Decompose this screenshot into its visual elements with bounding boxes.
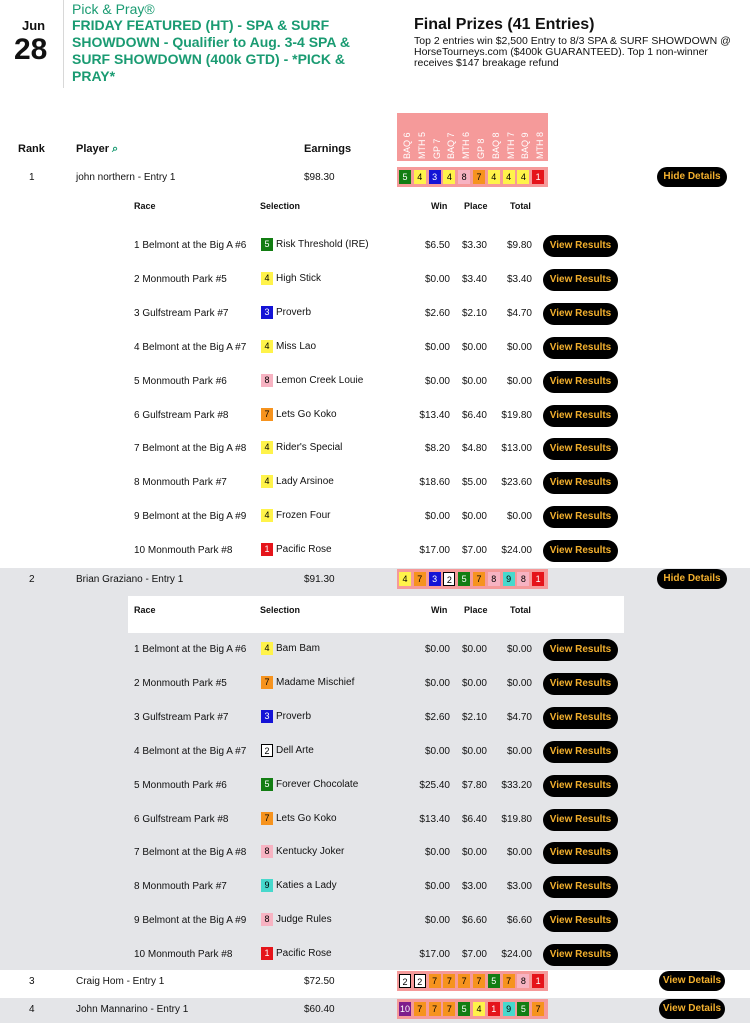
- race-detail-row: [0, 870, 750, 904]
- race-column-label: MTH 7: [505, 132, 516, 159]
- detail-race-header: Race: [134, 201, 156, 211]
- detail-race: 1 Belmont at the Big A #6: [134, 240, 247, 251]
- pick-badge: 10: [399, 1004, 410, 1014]
- entry-row: [0, 998, 750, 1023]
- detail-selection: [261, 642, 320, 655]
- detail-total: $24.00: [501, 949, 532, 961]
- view-results-button[interactable]: View Results: [543, 540, 618, 562]
- selection-horse: Lets Go Koko: [276, 408, 337, 420]
- view-results-button[interactable]: View Results: [543, 673, 618, 695]
- earnings-header: Earnings: [304, 143, 352, 155]
- pick-badge: 5: [488, 974, 500, 988]
- pick-badge: 2: [399, 974, 411, 988]
- date-month: Jun: [22, 18, 46, 33]
- selection-number-badge: 2: [261, 744, 273, 757]
- selection-horse: Kentucky Joker: [276, 846, 345, 858]
- prizes-description: Top 2 entries win $2,500 Entry to 8/3 SPA & SURF SHOWDOWN @ HorseTourneys.com ($400k GUARANTEED). Top 1 non-winner receives $147 breakage refund: [414, 35, 731, 69]
- detail-race: 9 Belmont at the Big A #9: [134, 915, 247, 927]
- detail-selection: [261, 744, 314, 757]
- pick-badge: 8: [517, 572, 529, 586]
- detail-place: $0.00: [461, 341, 487, 353]
- detail-selection: [261, 947, 332, 960]
- selection-horse: Lemon Creek Louie: [276, 374, 364, 386]
- entry-picks: [397, 971, 548, 991]
- pick-badge: 7: [429, 1002, 441, 1016]
- detail-win: $0.00: [424, 881, 450, 893]
- detail-place: $6.60: [461, 915, 487, 927]
- pick-badge: 7: [414, 572, 426, 586]
- detail-race: 10 Monmouth Park #8: [134, 545, 233, 557]
- race-detail-row: [0, 904, 750, 938]
- detail-header-panel: [128, 596, 624, 633]
- view-results-button[interactable]: View Results: [543, 472, 618, 494]
- selection-horse: Lets Go Koko: [276, 812, 337, 824]
- entry-earnings: $72.50: [304, 976, 335, 987]
- entry-picks: [397, 999, 548, 1019]
- race-detail-row: [0, 667, 750, 701]
- view-results-button[interactable]: View Results: [543, 944, 618, 966]
- detail-place-header: Place: [464, 201, 488, 211]
- detail-race: 5 Monmouth Park #6: [134, 779, 227, 791]
- leaderboard-column-headers: [0, 113, 750, 161]
- detail-selection: [261, 238, 369, 251]
- selection-horse: Lady Arsinoe: [276, 476, 334, 488]
- selection-horse: Pacific Rose: [276, 948, 332, 960]
- selection-horse: Katies a Lady: [276, 880, 337, 892]
- selection-number-badge: 4: [261, 272, 273, 285]
- detail-place: $5.00: [461, 477, 487, 489]
- pick-badge: 5: [399, 170, 411, 184]
- detail-win: $0.00: [424, 644, 450, 655]
- detail-place: $2.10: [461, 711, 487, 723]
- selection-horse: Madame Mischief: [276, 676, 355, 688]
- detail-selection: [261, 306, 311, 319]
- pick-badge: 7: [473, 170, 485, 184]
- race-column-label: MTH 6: [461, 132, 472, 159]
- pick-badge: 1: [532, 572, 544, 586]
- race-detail-row: [0, 769, 750, 803]
- detail-place: $0.00: [461, 677, 487, 689]
- selection-horse: Forever Chocolate: [276, 778, 359, 790]
- detail-race: 2 Monmouth Park #5: [134, 677, 227, 689]
- entry-player: John Mannarino - Entry 1: [76, 1004, 189, 1015]
- selection-number-badge: 7: [261, 408, 273, 421]
- entry-row: [0, 568, 750, 970]
- entry-picks: [397, 167, 548, 187]
- selection-number-badge: 3: [261, 710, 273, 723]
- pick-badge: 2: [443, 572, 455, 586]
- detail-place: $0.00: [461, 375, 487, 387]
- view-results-button[interactable]: View Results: [543, 639, 618, 661]
- detail-win: $13.40: [419, 813, 450, 825]
- pick-badge: 4: [488, 170, 500, 184]
- detail-race: 7 Belmont at the Big A #8: [134, 443, 247, 455]
- selection-horse: High Stick: [276, 272, 322, 284]
- race-detail-row: [0, 836, 750, 870]
- selection-horse: Risk Threshold (IRE): [276, 239, 369, 250]
- selection-number-badge: 4: [261, 475, 273, 488]
- detail-total: $33.20: [501, 779, 532, 791]
- detail-selection: [261, 812, 337, 825]
- view-results-button[interactable]: View Results: [543, 707, 618, 729]
- detail-race: 4 Belmont at the Big A #7: [134, 341, 247, 353]
- selection-number-badge: 7: [261, 812, 273, 825]
- detail-place: $7.00: [461, 949, 487, 961]
- pick-badge: 7: [443, 1002, 455, 1016]
- view-results-button[interactable]: View Results: [543, 235, 618, 257]
- detail-win: $0.00: [424, 341, 450, 353]
- selection-horse: Pacific Rose: [276, 544, 332, 556]
- detail-total: $13.00: [501, 443, 532, 455]
- pick-badge: 8: [458, 170, 470, 184]
- rank-header: Rank: [18, 143, 45, 155]
- detail-race: 1 Belmont at the Big A #6: [134, 644, 247, 655]
- selection-number-badge: 9: [261, 879, 273, 892]
- entry-earnings: $60.40: [304, 1004, 335, 1015]
- detail-race: 7 Belmont at the Big A #8: [134, 847, 247, 859]
- detail-place: $3.30: [461, 240, 487, 251]
- detail-race: 10 Monmouth Park #8: [134, 949, 233, 961]
- entry-player: john northern - Entry 1: [76, 172, 176, 183]
- detail-win: $0.00: [424, 677, 450, 689]
- detail-selection: [261, 509, 330, 522]
- detail-race: 6 Gulfstream Park #8: [134, 409, 229, 421]
- selection-horse: Frozen Four: [276, 510, 331, 522]
- pick-badge: 1: [532, 974, 544, 988]
- pick-badge: 1: [488, 1002, 500, 1016]
- player-header[interactable]: [76, 143, 118, 156]
- pick-badge: 7: [414, 1002, 426, 1016]
- detail-win: $17.00: [419, 545, 450, 557]
- detail-win: $18.60: [419, 477, 450, 489]
- selection-horse: Proverb: [276, 306, 312, 318]
- pick-badge: 4: [517, 170, 529, 184]
- entry-row: [0, 970, 750, 998]
- detail-total: $3.00: [506, 881, 532, 893]
- detail-place: $2.10: [461, 307, 487, 319]
- detail-place: $3.00: [461, 881, 487, 893]
- entry-rank: 3: [29, 976, 35, 987]
- detail-race: 5 Monmouth Park #6: [134, 375, 227, 387]
- detail-place: $0.00: [461, 644, 487, 655]
- search-icon[interactable]: ⌕: [112, 143, 119, 155]
- view-results-button[interactable]: View Results: [543, 506, 618, 528]
- detail-win: $0.00: [424, 745, 450, 757]
- pick-badge: 9: [503, 572, 515, 586]
- detail-place: $0.00: [461, 847, 487, 859]
- race-detail-row: [0, 735, 750, 769]
- selection-number-badge: 4: [261, 642, 273, 655]
- race-detail-row: [0, 803, 750, 837]
- detail-total: $0.00: [506, 644, 532, 655]
- detail-race: 4 Belmont at the Big A #7: [134, 745, 247, 757]
- detail-place: $4.80: [461, 443, 487, 455]
- view-results-button[interactable]: View Results: [543, 337, 618, 359]
- detail-race-header: Race: [134, 605, 156, 615]
- detail-race: 3 Gulfstream Park #7: [134, 711, 229, 723]
- view-results-button[interactable]: View Results: [543, 438, 618, 460]
- detail-total: $4.70: [506, 307, 532, 319]
- race-column-label: GP 7: [431, 138, 442, 159]
- detail-win: $0.00: [424, 915, 450, 927]
- race-detail-row: [0, 500, 750, 534]
- hide-details-button[interactable]: Hide Details: [657, 167, 727, 187]
- view-results-button[interactable]: View Results: [543, 910, 618, 932]
- view-results-button[interactable]: View Results: [543, 303, 618, 325]
- selection-number-badge: 4: [261, 441, 273, 454]
- detail-place: $6.40: [461, 409, 487, 421]
- pick-badge: 7: [473, 974, 485, 988]
- race-detail-row: [0, 938, 750, 972]
- detail-selection: [261, 913, 332, 926]
- pick-badge: 7: [473, 572, 485, 586]
- pick-badge: 7: [503, 974, 515, 988]
- detail-total: $24.00: [501, 545, 532, 557]
- selection-horse: Judge Rules: [276, 914, 332, 926]
- detail-total-header: Total: [510, 605, 531, 615]
- view-results-button[interactable]: View Results: [543, 741, 618, 763]
- detail-selection-header: Selection: [260, 605, 301, 615]
- detail-place: $0.00: [461, 511, 487, 523]
- detail-selection: [261, 676, 354, 689]
- entry-earnings: $98.30: [304, 172, 335, 183]
- pick-badge: 5: [458, 572, 470, 586]
- selection-number-badge: 1: [261, 947, 273, 960]
- selection-horse: Proverb: [276, 710, 312, 722]
- detail-win: $0.00: [424, 375, 450, 387]
- race-detail-row: [0, 633, 750, 667]
- pick-badge: 4: [399, 572, 411, 586]
- race-column-label: BAQ 8: [490, 132, 501, 159]
- race-detail-row: [0, 365, 750, 399]
- hide-details-button[interactable]: Hide Details: [657, 569, 727, 589]
- pick-badge: 3: [429, 170, 441, 184]
- view-results-button[interactable]: View Results: [543, 775, 618, 797]
- prizes-title: Final Prizes (41 Entries): [414, 16, 595, 33]
- race-detail-row: [0, 263, 750, 297]
- detail-selection: [261, 879, 337, 892]
- selection-number-badge: 7: [261, 676, 273, 689]
- race-detail-row: [0, 432, 750, 466]
- detail-place: $0.00: [461, 745, 487, 757]
- detail-win: $2.60: [424, 711, 450, 723]
- detail-total-header: Total: [510, 201, 531, 211]
- detail-selection: [261, 441, 342, 454]
- detail-total: $23.60: [501, 477, 532, 489]
- selection-number-badge: 5: [261, 238, 273, 251]
- pick-badge: 9: [503, 1002, 515, 1016]
- selection-horse: Rider's Special: [276, 442, 343, 454]
- entry-rank: 2: [29, 574, 35, 585]
- race-detail-row: [0, 331, 750, 365]
- header-divider: [63, 0, 64, 88]
- detail-selection: [261, 272, 321, 285]
- detail-total: $0.00: [506, 677, 532, 689]
- view-details-button[interactable]: View Details: [659, 999, 725, 1019]
- selection-number-badge: 5: [261, 778, 273, 791]
- view-results-button[interactable]: View Results: [543, 876, 618, 898]
- detail-total: $9.80: [506, 240, 532, 251]
- entry-player: Brian Graziano - Entry 1: [76, 574, 184, 585]
- pick-badge: 2: [414, 974, 426, 988]
- detail-total: $19.80: [501, 409, 532, 421]
- pick-badge: 1: [532, 170, 544, 184]
- pick-badge: 5: [458, 1002, 470, 1016]
- detail-place: $7.80: [461, 779, 487, 791]
- detail-race: 8 Monmouth Park #7: [134, 477, 227, 489]
- race-column-label: BAQ 7: [446, 132, 457, 159]
- entry-row: [0, 166, 750, 568]
- pick-badge: 4: [473, 1002, 485, 1016]
- entry-rank: 4: [29, 1004, 35, 1015]
- selection-number-badge: 8: [261, 913, 273, 926]
- detail-total: $19.80: [501, 813, 532, 825]
- detail-selection: [261, 340, 316, 353]
- detail-win: $2.60: [424, 307, 450, 319]
- entry-rank: 1: [29, 172, 35, 183]
- selection-number-badge: 3: [261, 306, 273, 319]
- pick-badge: 7: [532, 1002, 544, 1016]
- race-detail-row: [0, 399, 750, 433]
- selection-number-badge: 4: [261, 340, 273, 353]
- selection-number-badge: 1: [261, 543, 273, 556]
- detail-total: $0.00: [506, 511, 532, 523]
- view-details-button[interactable]: View Details: [659, 971, 725, 991]
- detail-place: $7.00: [461, 545, 487, 557]
- detail-total: $0.00: [506, 341, 532, 353]
- detail-place: $3.40: [461, 273, 487, 285]
- view-results-button[interactable]: View Results: [543, 269, 618, 291]
- detail-total: $0.00: [506, 847, 532, 859]
- selection-horse: Bam Bam: [276, 643, 320, 654]
- detail-race: 3 Gulfstream Park #7: [134, 307, 229, 319]
- detail-total: $4.70: [506, 711, 532, 723]
- race-detail-row: [0, 229, 750, 263]
- pick-badge: 7: [458, 974, 470, 988]
- detail-race: 6 Gulfstream Park #8: [134, 813, 229, 825]
- detail-win: $6.50: [424, 240, 450, 251]
- detail-selection: [261, 778, 358, 791]
- detail-place: $6.40: [461, 813, 487, 825]
- pick-badge: 8: [488, 572, 500, 586]
- pick-badge: 4: [503, 170, 515, 184]
- view-results-button[interactable]: View Results: [543, 371, 618, 393]
- detail-race: 9 Belmont at the Big A #9: [134, 511, 247, 523]
- date-day: 28: [14, 33, 48, 66]
- entry-earnings: $91.30: [304, 574, 335, 585]
- detail-place-header: Place: [464, 605, 488, 615]
- selection-number-badge: 8: [261, 374, 273, 387]
- view-results-button[interactable]: View Results: [543, 405, 618, 427]
- detail-selection: [261, 710, 311, 723]
- tournament-header: [0, 0, 750, 100]
- detail-selection-header: Selection: [260, 201, 301, 211]
- detail-selection: [261, 475, 334, 488]
- detail-selection: [261, 374, 363, 387]
- detail-win-header: Win: [431, 201, 448, 211]
- selection-horse: Miss Lao: [276, 340, 317, 352]
- race-detail-row: [0, 297, 750, 331]
- race-column-label: MTH 8: [535, 132, 546, 159]
- race-column-label: BAQ 6: [402, 132, 412, 159]
- detail-win-header: Win: [431, 605, 448, 615]
- detail-win: $0.00: [424, 511, 450, 523]
- pick-badge: 5: [517, 1002, 529, 1016]
- detail-total: $0.00: [506, 745, 532, 757]
- detail-race: 8 Monmouth Park #7: [134, 881, 227, 893]
- entry-picks: [397, 569, 548, 589]
- view-results-button[interactable]: View Results: [543, 809, 618, 831]
- detail-win: $25.40: [419, 779, 450, 791]
- race-detail-row: [0, 466, 750, 500]
- selection-horse: Dell Arte: [276, 744, 314, 756]
- selection-number-badge: 4: [261, 509, 273, 522]
- detail-win: $8.20: [424, 443, 450, 455]
- race-detail-row: [0, 534, 750, 568]
- detail-total: $0.00: [506, 375, 532, 387]
- detail-win: $13.40: [419, 409, 450, 421]
- detail-total: $6.60: [506, 915, 532, 927]
- pick-badge: 7: [429, 974, 441, 988]
- view-results-button[interactable]: View Results: [543, 842, 618, 864]
- race-detail-row: [0, 701, 750, 735]
- detail-win: $17.00: [419, 949, 450, 961]
- tournament-type: Pick & Pray®: [72, 1, 155, 17]
- entry-player: Craig Hom - Entry 1: [76, 976, 165, 987]
- pick-badge: 8: [517, 974, 529, 988]
- pick-badge: 4: [414, 170, 426, 184]
- race-column-label: GP 8: [476, 138, 486, 159]
- detail-win: $0.00: [424, 847, 450, 859]
- pick-badge: 4: [443, 170, 455, 184]
- detail-race: 2 Monmouth Park #5: [134, 273, 227, 285]
- detail-selection: [261, 543, 332, 556]
- race-column-label: BAQ 9: [520, 132, 531, 159]
- pick-badge: 7: [443, 974, 455, 988]
- detail-total: $3.40: [506, 273, 532, 285]
- detail-win: $0.00: [424, 273, 450, 285]
- selection-number-badge: 8: [261, 845, 273, 858]
- tournament-title: FRIDAY FEATURED (HT) - SPA & SURF SHOWDOWN - Qualifier to Aug. 3-4 SPA & SURF SHOWDOWN (400k GTD) - *PICK & PRAY*: [72, 17, 350, 84]
- player-header-label: Player: [76, 143, 110, 155]
- race-legend: [397, 113, 548, 161]
- race-column-label: MTH 5: [416, 132, 427, 159]
- detail-selection: [261, 845, 344, 858]
- pick-badge: 3: [429, 572, 441, 586]
- detail-selection: [261, 408, 337, 421]
